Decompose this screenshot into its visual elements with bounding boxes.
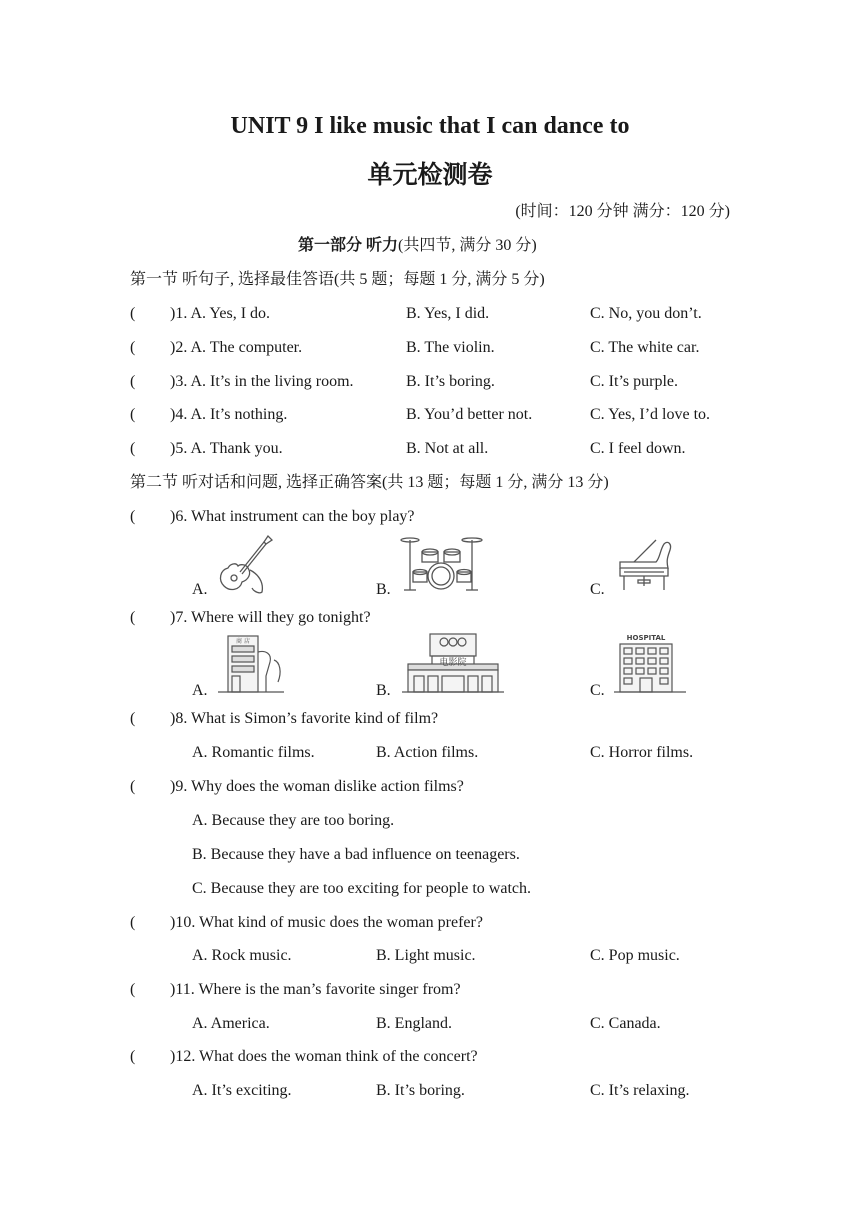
q5-option-b: B. Not at all. (406, 440, 489, 457)
q6-option-c: C. (590, 581, 605, 598)
q4-option-c: C. Yes, I’d love to. (590, 406, 711, 423)
hospital-building-icon (614, 630, 686, 696)
cinema-building-icon (402, 630, 504, 696)
hospital-sign: HOSPITAL (626, 634, 666, 642)
q2-option-b: B. The violin. (406, 339, 495, 356)
shop-building-icon (214, 632, 286, 696)
q6-option-a: A. (192, 581, 208, 598)
answer-blank[interactable]: ( (130, 609, 136, 626)
q1-option-a: )1. A. Yes, I do. (170, 305, 271, 322)
q3-option-c: C. It’s purple. (590, 373, 678, 390)
cinema-sign: 电影院 (439, 658, 467, 668)
q9-option-c: C. Because they are too exciting for people to watch. (192, 880, 531, 897)
q1-option-b: B. Yes, I did. (406, 305, 490, 322)
q3-option-a: )3. A. It’s in the living room. (170, 373, 354, 390)
part1-title (298, 236, 537, 256)
q7-option-b: B. (376, 682, 391, 699)
q8-option-b: B. Action films. (376, 744, 479, 761)
q12-option-c: C. It’s relaxing. (590, 1082, 690, 1099)
q7-option-c: C. (590, 682, 605, 699)
test-subtitle: 单元检测卷 (367, 160, 493, 189)
q7-stem: )7. Where will they go tonight? (170, 609, 371, 626)
time-score-meta: (时间：120 分钟 满分：120 分) (515, 203, 730, 220)
section2-heading: 第二节 听对话和问题, 选择正确答案(共 13 题；每题 1 分, 满分 13 分) (130, 474, 609, 491)
piano-icon (616, 538, 674, 592)
q10-option-a: A. Rock music. (192, 947, 292, 964)
q12-stem: )12. What does the woman think of the concert? (170, 1048, 478, 1065)
answer-blank[interactable]: ( (130, 508, 136, 525)
q11-stem: )11. Where is the man’s favorite singer from? (170, 981, 461, 998)
unit-title: UNIT 9 I like music that I can dance to (230, 113, 630, 139)
q5-option-a: )5. A. Thank you. (170, 440, 283, 457)
q4-option-a: )4. A. It’s nothing. (170, 406, 288, 423)
q2-option-c: C. The white car. (590, 339, 700, 356)
q6-stem: )6. What instrument can the boy play? (170, 508, 415, 525)
q9-option-a: A. Because they are too boring. (192, 812, 395, 829)
drum-kit-icon (400, 532, 484, 592)
answer-blank[interactable]: ( (130, 339, 136, 356)
q1-option-c: C. No, you don’t. (590, 305, 702, 322)
shop-sign: 商 店 (236, 638, 250, 645)
q8-option-c: C. Horror films. (590, 744, 694, 761)
q10-option-b: B. Light music. (376, 947, 476, 964)
guitar-icon (214, 534, 274, 596)
answer-blank[interactable]: ( (130, 305, 136, 322)
q8-stem: )8. What is Simon’s favorite kind of film? (170, 710, 439, 727)
q8-option-a: A. Romantic films. (192, 744, 315, 761)
q3-option-b: B. It’s boring. (406, 373, 495, 390)
answer-blank[interactable]: ( (130, 710, 136, 727)
part1-title-bold: 第一部分 听力 (298, 237, 399, 254)
q4-option-b: B. You’d better not. (406, 406, 533, 423)
answer-blank[interactable]: ( (130, 373, 136, 390)
q6-option-b: B. (376, 581, 391, 598)
q11-option-b: B. England. (376, 1015, 452, 1032)
section1-heading: 第一节 听句子, 选择最佳答语(共 5 题；每题 1 分, 满分 5 分) (130, 271, 545, 288)
q7-option-a: A. (192, 682, 208, 699)
q11-option-a: A. America. (192, 1015, 270, 1032)
answer-blank[interactable]: ( (130, 1048, 136, 1065)
q12-option-a: A. It’s exciting. (192, 1082, 292, 1099)
answer-blank[interactable]: ( (130, 440, 136, 457)
q5-option-c: C. I feel down. (590, 440, 686, 457)
answer-blank[interactable]: ( (130, 981, 136, 998)
answer-blank[interactable]: ( (130, 914, 136, 931)
part1-title-rest: (共四节, 满分 30 分) (398, 237, 537, 254)
q10-option-c: C. Pop music. (590, 947, 680, 964)
q2-option-a: )2. A. The computer. (170, 339, 303, 356)
q9-option-b: B. Because they have a bad influence on teenagers. (192, 846, 520, 863)
answer-blank[interactable]: ( (130, 778, 136, 795)
q12-option-b: B. It’s boring. (376, 1082, 465, 1099)
q10-stem: )10. What kind of music does the woman prefer? (170, 914, 483, 931)
q11-option-c: C. Canada. (590, 1015, 661, 1032)
answer-blank[interactable]: ( (130, 406, 136, 423)
q9-stem: )9. Why does the woman dislike action films? (170, 778, 464, 795)
